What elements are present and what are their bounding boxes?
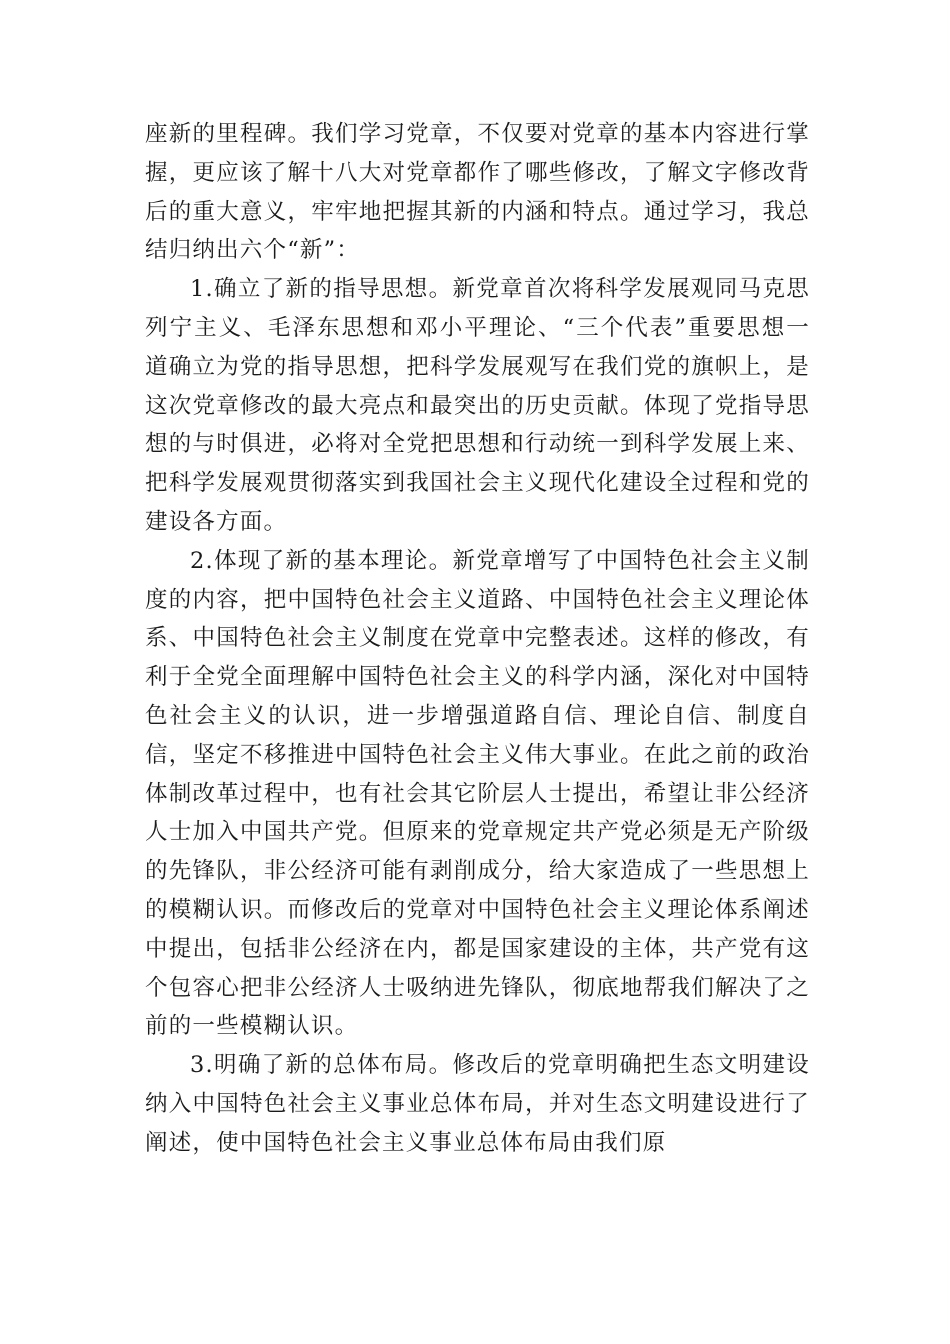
paragraph-basic-theory: 2.体现了新的基本理论。新党章增写了中国特色社会主义制度的内容，把中国特色社会主义道路、中国特色社会主义理论体系、中国特色社会主义制度在党章中完整表述。这样的修改，有利于全党全面理解中国特色社会主义的科学内涵，深化对中国特色社会主义的认识，进一步增强道路自信、理论自信、制度自信，坚定不移推进中国特色社会主义伟大事业。在此之前的政治体制改革过程中，也有社会其它阶层人士提出，希望让非公经济人士加入中国共产党。但原来的党章规定共产党必须是无产阶级的先锋队，非公经济可能有剥削成分，给大家造成了一些思想上的模糊认识。而修改后的党章对中国特色社会主义理论体系阐述中提出，包括非公经济在内，都是国家建设的主体，共产党有这个包容心把非公经济人士吸纳进先锋队，彻底地帮我们解决了之前的一些模糊认识。 bbox=[145, 547, 810, 1040]
document-page bbox=[145, 115, 810, 1163]
paragraph-overall-layout: 3.明确了新的总体布局。修改后的党章明确把生态文明建设纳入中国特色社会主义事业总体布局，并对生态文明建设进行了阐述，使中国特色社会主义事业总体布局由我们原 bbox=[145, 1052, 810, 1156]
paragraph-guiding-thought: 1.确立了新的指导思想。新党章首次将科学发展观同马克思列宁主义、毛泽东思想和邓小平理论、“三个代表”重要思想一道确立为党的指导思想，把科学发展观写在我们党的旗帜上，是这次党章修改的最大亮点和最突出的历史贡献。体现了党指导思想的与时俱进，必将对全党把思想和行动统一到科学发展上来、把科学发展观贯彻落实到我国社会主义现代化建设全过程和党的建设各方面。 bbox=[145, 276, 810, 535]
paragraph-continuation: 座新的里程碑。我们学习党章，不仅要对党章的基本内容进行掌握，更应该了解十八大对党章都作了哪些修改，了解文字修改背后的重大意义，牢牢地把握其新的内涵和特点。通过学习，我总结归纳出六个“新”： bbox=[145, 121, 810, 264]
